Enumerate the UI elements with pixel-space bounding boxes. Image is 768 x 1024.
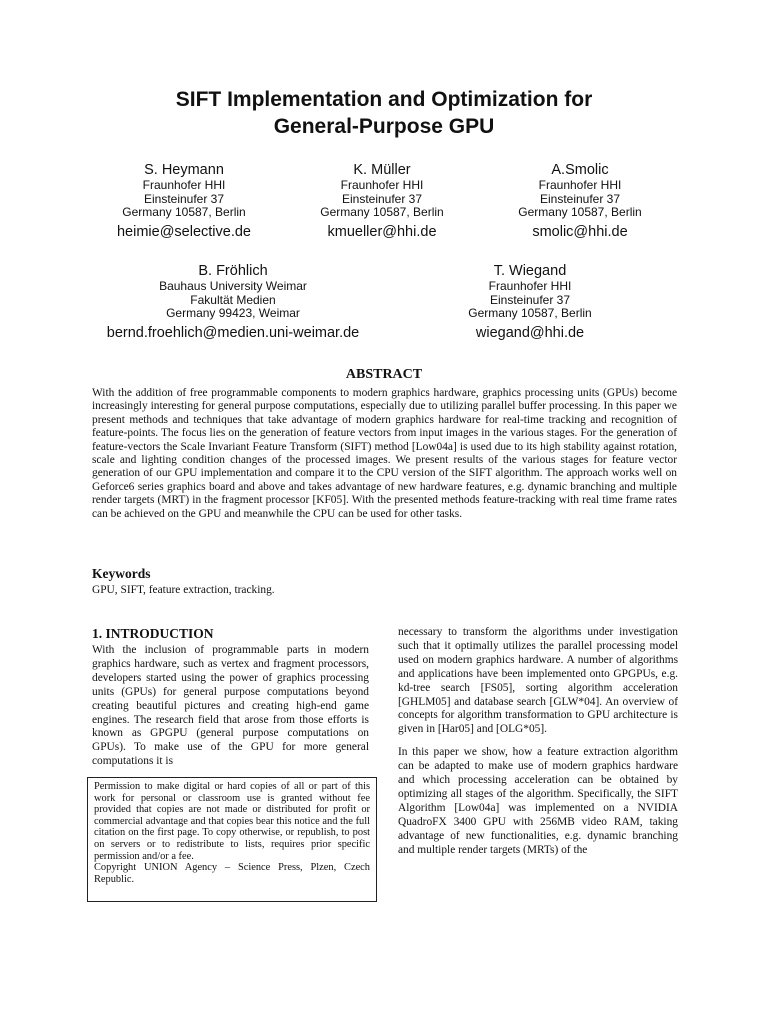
author-affiliation: Fraunhofer HHI (340, 178, 424, 192)
intro-paragraph-2: necessary to transform the algorithms under investigation such that it optimally utilizes the parallel processing model used on modern graphics hardware. A number of algorithms and applications have been implemented onto GPGPUs, e.g. kd-tree search [FS05], sorting algorithm acceleration [GHLM05] and database search [GLW*04]. An overview of concepts for algorithm transformation to GPU architecture is given in [Har05] and [OLG*05]. (398, 626, 678, 736)
author-block (83, 263, 383, 343)
author-email: kmueller@hhi.de (327, 223, 437, 240)
author-city: Germany 10587, Berlin (468, 306, 592, 320)
author-city: Germany 99423, Weimar (166, 306, 300, 320)
author-address: Fakultät Medien (190, 292, 276, 307)
keywords-body: GPU, SIFT, feature extraction, tracking. (92, 584, 275, 596)
author-address: Einsteinufer 37 (489, 292, 571, 307)
author-address: Einsteinufer 37 (143, 191, 225, 206)
abstract-body: With the addition of free programmable components to modern graphics hardware, graphics processing units (GPUs) become increasingly interesting for general purpose computations, especially due to utilizing parallel buffer processing. In this paper we present methods and techniques that take advantage of modern graphics hardware for real-time tracking and recognition of feature-points. The focus lies on the generation of feature vectors from input images in the various stages. For the generation of feature-vectors the Scale Invariant Feature Transform (SIFT) method [Low04a] is used due to its high stability against rotation, scale and lighting condition changes of the processed images. We present results of the various stages for feature vector generation of our GPU implementation and compare it to the CPU version of the SIFT algorithm. The approach works well on Geforce6 series graphics board and above and takes advantage of new hardware features, e.g. dynamic branching and multiple render targets (MRT) in the fragment processor [KF05]. With the presented methods feature-tracking with real time frame rates can be achieved on the GPU and meanwhile the CPU can be used for other tasks. (92, 387, 677, 520)
author-name: K. Müller (353, 162, 411, 178)
right-column (398, 626, 678, 858)
author-affiliation: Fraunhofer HHI (538, 178, 622, 192)
author-block (470, 162, 690, 242)
copyright-text: Copyright UNION Agency – Science Press, Plzen, Czech Republic. (94, 862, 370, 885)
author-city: Germany 10587, Berlin (122, 205, 246, 219)
author-name: A.Smolic (551, 162, 609, 178)
author-block (272, 162, 492, 242)
intro-paragraph-3: In this paper we show, how a feature extraction algorithm can be adapted to make use of modern graphics hardware and which processing acceleration can be obtained by optimizing all stages of the algorithm. Specifically, the SIFT Algorithm [Low04a] was implemented on a NVIDIA QuadroFX 3400 GPU with 256MB video RAM, taking advantage of new functionalities, e.g. dynamic branching and multiple render targets (MRTs) of the (398, 746, 678, 856)
left-column (92, 644, 369, 769)
paper-title (60, 86, 708, 140)
author-email: heimie@selective.de (116, 223, 251, 240)
author-city: Germany 10587, Berlin (320, 205, 444, 219)
permission-notice-box (87, 777, 377, 902)
title-line-2: General-Purpose GPU (273, 115, 495, 138)
author-name: T. Wiegand (493, 263, 567, 279)
author-name: B. Fröhlich (198, 263, 268, 279)
author-affiliation: Fraunhofer HHI (142, 178, 226, 192)
author-name: S. Heymann (144, 162, 224, 178)
author-email: bernd.froehlich@medien.uni-weimar.de (106, 324, 360, 341)
author-affiliation: Fraunhofer HHI (488, 279, 572, 293)
author-block (420, 263, 640, 343)
section-heading-introduction: 1. INTRODUCTION (92, 626, 214, 641)
title-line-1: SIFT Implementation and Optimization for (175, 88, 593, 111)
permission-text: Permission to make digital or hard copies of all or part of this work for personal or classroom use is granted without fee provided that copies are not made or distributed for profit or commercial advantage and that copies bear this notice and the full citation on the first page. To copy otherwise, or republish, to post on servers or to redistribute to lists, requires prior specific permission and/or a fee. (94, 781, 370, 862)
author-email: smolic@hhi.de (532, 223, 628, 240)
author-city: Germany 10587, Berlin (518, 205, 642, 219)
abstract-heading: ABSTRACT (345, 367, 423, 382)
author-address: Einsteinufer 37 (539, 191, 621, 206)
author-affiliation: Bauhaus University Weimar (159, 279, 307, 293)
author-address: Einsteinufer 37 (341, 191, 423, 206)
author-email: wiegand@hhi.de (475, 324, 585, 341)
author-block (74, 162, 294, 242)
intro-paragraph-1: With the inclusion of programmable parts in modern graphics hardware, such as vertex and fragment processors, developers started using the power of graphics processing units (GPUs) for general purpose computations beyond creating beautiful pictures and creating high-end game engines. The research field that arose from those efforts is known as GPGPU (general purpose computations on GPUs). To make use of the GPU for more general computations it is (92, 644, 369, 768)
keywords-heading: Keywords (92, 566, 151, 581)
